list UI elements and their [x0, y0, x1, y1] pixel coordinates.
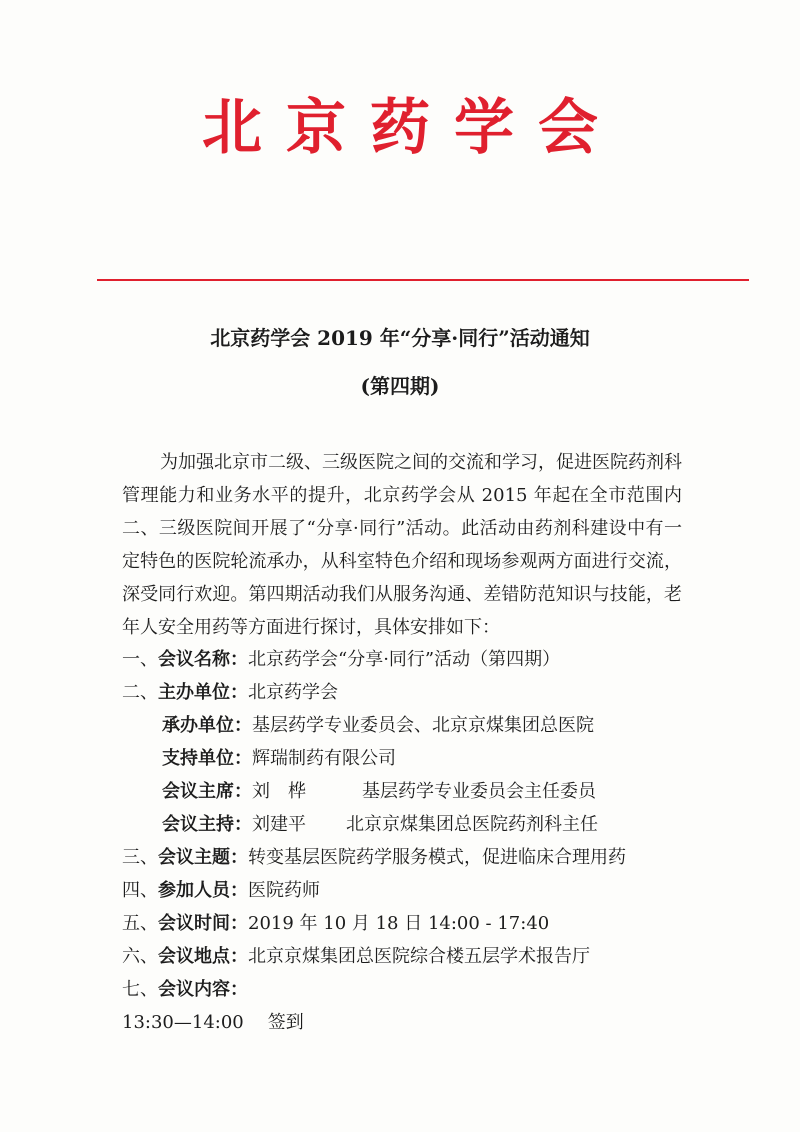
item-host: [122, 676, 722, 709]
item-label: 主办单位：: [158, 682, 248, 703]
item-number: 二、: [122, 682, 158, 703]
organization-name: 北京药学会: [202, 93, 622, 163]
item-chair: [122, 775, 722, 808]
moderator-role: 北京京煤集团总医院药剂科主任: [346, 814, 598, 835]
item-theme: [122, 841, 722, 874]
item-value: 辉瑞制药有限公司: [252, 748, 396, 769]
chair-role: 基层药学专业委员会主任委员: [362, 781, 596, 802]
item-content: [122, 973, 722, 1006]
item-label: 会议主题：: [158, 847, 248, 868]
item-time: [122, 907, 722, 940]
schedule-time: 13:30—14:00: [122, 1012, 244, 1033]
meeting-details: [122, 643, 722, 1039]
schedule-activity: 签到: [267, 1012, 304, 1033]
notice-subtitle: (第四期): [360, 374, 440, 398]
item-label: 会议主席：: [162, 781, 252, 802]
item-attendees: [122, 874, 722, 907]
item-value: 北京药学会“分享·同行”活动（第四期）: [248, 649, 561, 670]
item-label: 会议地点：: [158, 946, 248, 967]
item-label: 会议内容：: [158, 979, 248, 1000]
item-value: 基层药学专业委员会、北京京煤集团总医院: [252, 715, 594, 736]
schedule-row: [122, 1006, 722, 1039]
item-label: 会议时间：: [158, 913, 248, 934]
header-divider: [97, 279, 749, 281]
item-organizer: [122, 709, 722, 742]
moderator-person: 刘建平: [252, 814, 306, 835]
item-value: 2019 年 10 月 18 日 14:00 - 17:40: [248, 913, 550, 934]
notice-title: 北京药学会 2019 年“分享·同行”活动通知: [210, 326, 590, 350]
item-label: 承办单位：: [162, 715, 252, 736]
item-label: 会议主持：: [162, 814, 252, 835]
item-number: 五、: [122, 913, 158, 934]
item-value: 北京京煤集团总医院综合楼五层学术报告厅: [248, 946, 590, 967]
item-number: 七、: [122, 979, 158, 1000]
item-meeting-name: [122, 643, 722, 676]
item-label: 支持单位：: [162, 748, 252, 769]
item-number: 四、: [122, 880, 158, 901]
item-moderator: [122, 808, 722, 841]
item-label: 参加人员：: [158, 880, 248, 901]
item-number: 一、: [122, 649, 158, 670]
chair-person: 刘 桦: [252, 781, 306, 802]
intro-paragraph: 为加强北京市二级、三级医院之间的交流和学习，促进医院药剂科管理能力和业务水平的提升，北京药学会从 2015 年起在全市范围内二、三级医院间开展了“分享·同行”活动。此活动由药剂科建设中有一定特色的医院轮流承办，从科室特色介绍和现场参观两方面进行交流，深受同行欢迎。第四期活动我们从服务沟通、差错防范知识与技能，老年人安全用药等方面进行探讨，具体安排如下：: [122, 452, 682, 638]
item-label: 会议名称：: [158, 649, 248, 670]
item-value: 北京药学会: [248, 682, 338, 703]
item-value: 转变基层医院药学服务模式，促进临床合理用药: [248, 847, 626, 868]
item-number: 三、: [122, 847, 158, 868]
item-number: 六、: [122, 946, 158, 967]
item-sponsor: [122, 742, 722, 775]
item-location: [122, 940, 722, 973]
item-value: 医院药师: [248, 880, 320, 901]
